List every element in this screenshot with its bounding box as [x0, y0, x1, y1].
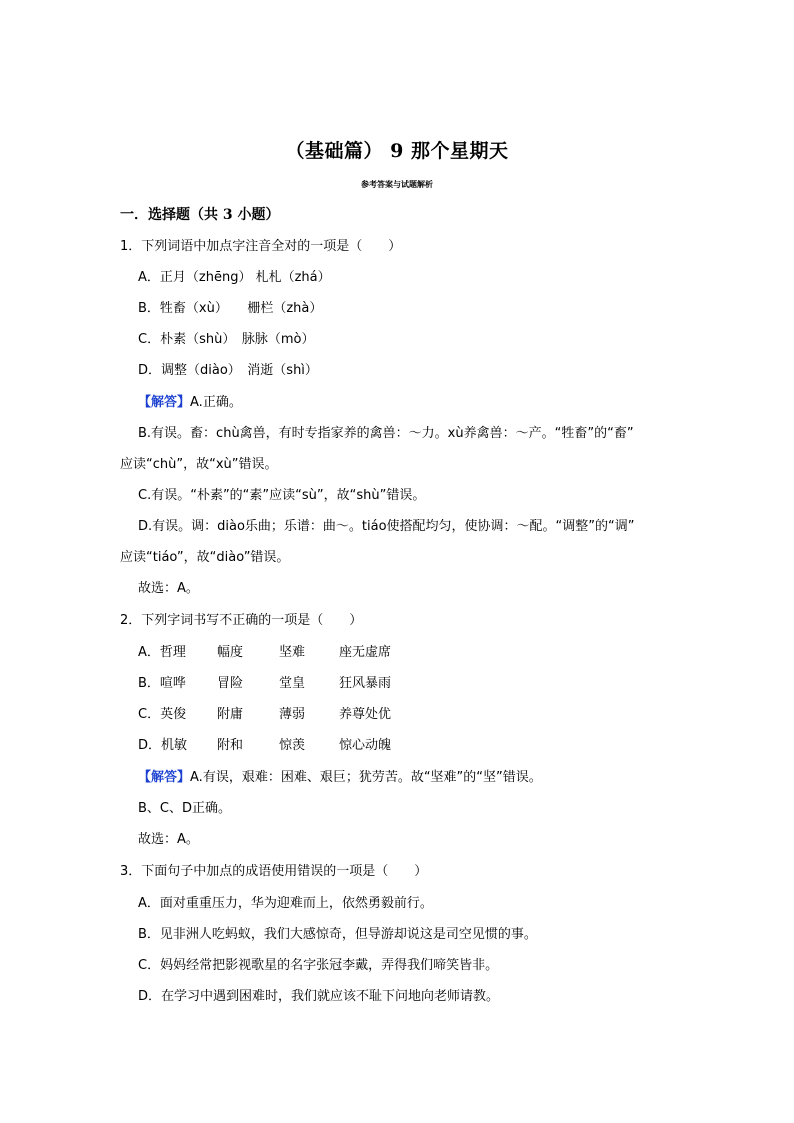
- question-2-answer: [138, 769, 542, 787]
- page-title: （基础篇） 9 那个星期天: [285, 140, 509, 162]
- question-3-option-d: D．在学习中遇到困难时，我们就应该不耻下问地向老师请教。: [138, 989, 500, 1004]
- option-word: D．机敏: [138, 738, 188, 753]
- option-word: 座无虚席: [339, 645, 392, 660]
- option-word: 惊羡: [279, 738, 306, 753]
- question-1-explanation-b-cont: 应读“chù”，故“xù”错误。: [120, 457, 278, 472]
- option-word: A．哲理: [138, 645, 186, 660]
- option-word: 附庸: [217, 707, 244, 722]
- option-word: 惊心动魄: [339, 738, 392, 753]
- option-word: C．英俊: [138, 707, 187, 722]
- question-3-option-a: A．面对重重压力，华为迎难而上，依然勇毅前行。: [138, 896, 433, 911]
- question-2-option-a: [138, 644, 391, 662]
- option-word: 养尊处优: [339, 707, 392, 722]
- question-2-option-d: [138, 737, 391, 755]
- answer-tag: 【解答】: [138, 770, 191, 785]
- option-word: 堂皇: [279, 676, 306, 691]
- answer-tag: 【解答】: [138, 395, 191, 410]
- question-2-stem: 2．下列字词书写不正确的一项是（ ）: [120, 613, 363, 628]
- question-2-option-c: [138, 706, 391, 724]
- option-word: 狂风暴雨: [339, 676, 392, 691]
- question-2-explanation-bcd: B、C、D正确。: [138, 801, 232, 816]
- question-1-option-d: D．调整（diào） 消逝（shì）: [138, 363, 318, 378]
- answer-text: A.有误，艰难：困难、艰巨；犹劳苦。故“坚难”的“坚”错误。: [190, 770, 542, 785]
- question-2-option-b: [138, 675, 391, 693]
- question-2-choice: 故选：A。: [138, 832, 199, 847]
- question-1-choice: 故选：A。: [138, 581, 199, 596]
- option-word: 附和: [217, 738, 244, 753]
- option-word: 冒险: [217, 676, 244, 691]
- section-heading: 一．选择题（共 3 小题）: [120, 207, 280, 223]
- question-1-stem: 1．下列词语中加点字注音全对的一项是（ ）: [120, 239, 402, 254]
- option-word: B．喧哗: [138, 676, 186, 691]
- question-3-option-c: C．妈妈经常把影视歌星的名字张冠李戴，弄得我们啼笑皆非。: [138, 958, 499, 973]
- question-1-explanation-d: D.有误。调：diào乐曲；乐谱：曲～。tiáo使搭配均匀，使协调：～配。“调整”的“调”: [138, 519, 635, 534]
- question-3-option-b: B．见非洲人吃蚂蚁，我们大感惊奇，但导游却说这是司空见惯的事。: [138, 927, 537, 942]
- option-word: 坚难: [279, 645, 306, 660]
- question-1-option-b: B．牲畜（xù） 栅栏（zhà）: [138, 301, 323, 316]
- page-subtitle: 参考答案与试题解析: [361, 180, 433, 189]
- question-1-answer: [138, 394, 242, 412]
- option-word: 幅度: [217, 645, 244, 660]
- question-1-explanation-b: B.有误。畜：chù禽兽，有时专指家养的禽兽：～力。xù养禽兽：～产。“牲畜”的“畜”: [138, 426, 634, 441]
- question-1-option-a: A．正月（zhēng） 札札（zhá）: [138, 270, 331, 285]
- question-3-stem: 3．下面句子中加点的成语使用错误的一项是（ ）: [120, 864, 428, 879]
- answer-text: A.正确。: [190, 395, 242, 410]
- question-1-explanation-d-cont: 应读“tiáo”，故“diào”错误。: [120, 550, 290, 565]
- option-word: 薄弱: [279, 707, 306, 722]
- question-1-explanation-c: C.有误。“朴素”的“素”应读“sù”，故“shù”错误。: [138, 488, 426, 503]
- question-1-option-c: C．朴素（shù） 脉脉（mò）: [138, 332, 315, 347]
